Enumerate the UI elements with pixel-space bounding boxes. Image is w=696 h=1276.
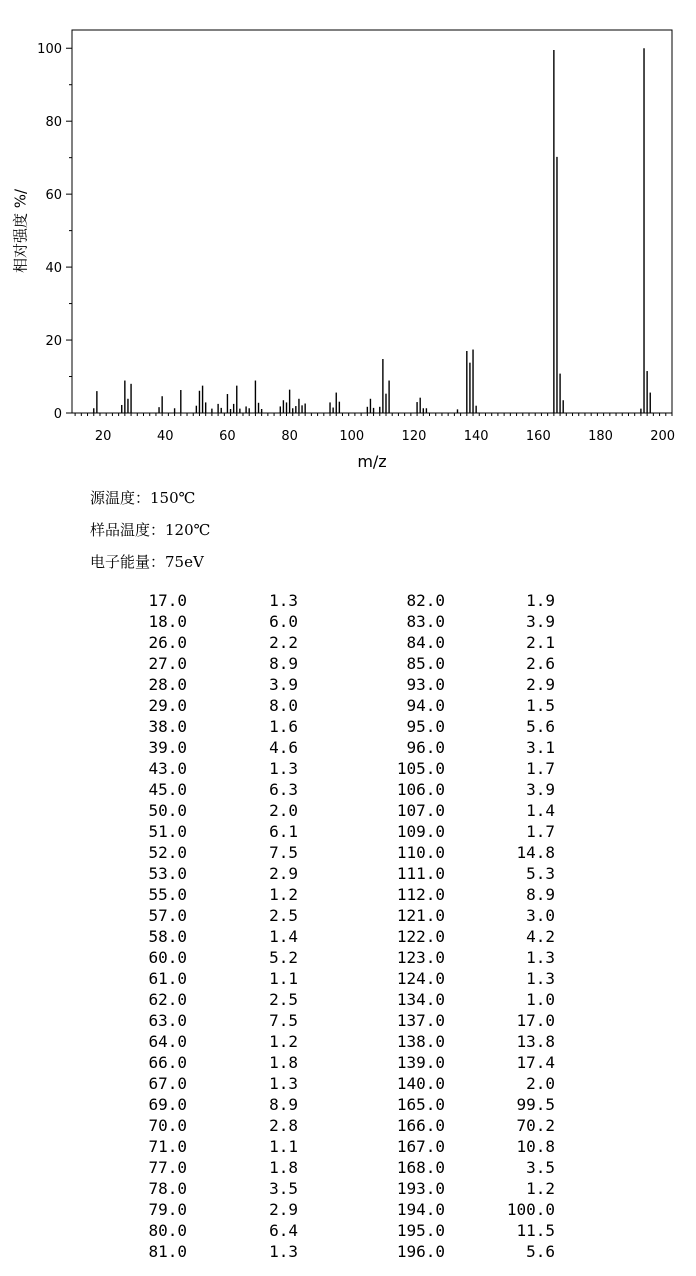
mz-right: 112.0 (396, 885, 445, 904)
mz-left: 77.0 (148, 1158, 187, 1177)
mz-left: 67.0 (148, 1074, 187, 1093)
intensity-left: 1.2 (269, 1032, 298, 1051)
table-row (0, 1032, 696, 1053)
intensity-left: 1.8 (269, 1158, 298, 1177)
intensity-left: 7.5 (269, 1011, 298, 1030)
mz-left: 26.0 (148, 633, 187, 652)
intensity-left: 4.6 (269, 738, 298, 757)
intensity-right: 99.5 (516, 1095, 555, 1114)
table-row (0, 612, 696, 633)
intensity-left: 3.9 (269, 675, 298, 694)
mz-right: 123.0 (396, 948, 445, 967)
intensity-left: 2.9 (269, 1200, 298, 1219)
mz-right: 105.0 (396, 759, 445, 778)
x-axis-label: m/z (357, 452, 387, 471)
mz-left: 45.0 (148, 780, 187, 799)
intensity-right: 3.9 (526, 780, 555, 799)
mz-left: 58.0 (148, 927, 187, 946)
mz-left: 81.0 (148, 1242, 187, 1261)
y-axis-label-text: 相对强度 %/ (11, 188, 30, 274)
mass-spectrum-chart (0, 0, 696, 480)
intensity-left: 3.5 (269, 1179, 298, 1198)
intensity-left: 2.0 (269, 801, 298, 820)
mz-right: 194.0 (396, 1200, 445, 1219)
mz-right: 109.0 (396, 822, 445, 841)
mz-right: 107.0 (396, 801, 445, 820)
mz-left: 38.0 (148, 717, 187, 736)
intensity-right: 70.2 (516, 1116, 555, 1135)
mz-left: 43.0 (148, 759, 187, 778)
table-row (0, 759, 696, 780)
y-tick-label: 20 (45, 334, 62, 350)
intensity-left: 1.3 (269, 759, 298, 778)
mz-right: 96.0 (406, 738, 445, 757)
intensity-left: 1.8 (269, 1053, 298, 1072)
x-tick-label: 60 (219, 429, 236, 444)
intensity-left: 8.9 (269, 1095, 298, 1114)
intensity-right: 1.3 (526, 948, 555, 967)
mz-left: 18.0 (148, 612, 187, 631)
intensity-left: 6.0 (269, 612, 298, 631)
table-row (0, 969, 696, 990)
intensity-left: 1.1 (269, 969, 298, 988)
table-row (0, 1095, 696, 1116)
intensity-left: 1.1 (269, 1137, 298, 1156)
intensity-left: 7.5 (269, 843, 298, 862)
y-axis (37, 42, 72, 422)
intensity-left: 2.5 (269, 990, 298, 1009)
table-row (0, 1158, 696, 1179)
mz-right: 94.0 (406, 696, 445, 715)
mz-right: 122.0 (396, 927, 445, 946)
mz-right: 111.0 (396, 864, 445, 883)
y-tick-label: 80 (45, 115, 62, 131)
intensity-right: 2.9 (526, 675, 555, 694)
intensity-right: 3.0 (526, 906, 555, 925)
intensity-right: 3.5 (526, 1158, 555, 1177)
table-row (0, 822, 696, 843)
intensity-left: 1.3 (269, 591, 298, 610)
intensity-right: 1.7 (526, 759, 555, 778)
y-tick-label: 0 (53, 407, 62, 422)
mz-left: 39.0 (148, 738, 187, 757)
table-row (0, 780, 696, 801)
mz-left: 63.0 (148, 1011, 187, 1030)
x-tick-label: 100 (339, 429, 365, 444)
table-row (0, 1200, 696, 1221)
intensity-right: 3.9 (526, 612, 555, 631)
mz-left: 29.0 (148, 696, 187, 715)
electron-energy: 电子能量：75eV (90, 553, 204, 571)
table-row (0, 990, 696, 1011)
intensity-left: 2.8 (269, 1116, 298, 1135)
table-row (0, 738, 696, 759)
intensity-right: 2.6 (526, 654, 555, 673)
table-row (0, 885, 696, 906)
x-tick-label: 80 (281, 429, 298, 444)
y-axis-label (12, 188, 30, 273)
mz-right: 95.0 (406, 717, 445, 736)
mz-left: 60.0 (148, 948, 187, 967)
x-tick-label: 160 (525, 429, 551, 444)
mz-right: 93.0 (406, 675, 445, 694)
table-row (0, 843, 696, 864)
x-tick-label: 140 (463, 429, 489, 444)
mz-right: 121.0 (396, 906, 445, 925)
intensity-right: 13.8 (516, 1032, 555, 1051)
mz-left: 80.0 (148, 1221, 187, 1240)
table-row (0, 696, 696, 717)
y-tick-label: 40 (45, 261, 62, 277)
mz-left: 50.0 (148, 801, 187, 820)
intensity-right: 2.1 (526, 633, 555, 652)
intensity-right: 1.5 (526, 696, 555, 715)
mz-right: 84.0 (406, 633, 445, 652)
table-row (0, 1011, 696, 1032)
intensity-right: 5.3 (526, 864, 555, 883)
mz-right: 85.0 (406, 654, 445, 673)
mz-right: 137.0 (396, 1011, 445, 1030)
table-row (0, 1179, 696, 1200)
table-row (0, 1116, 696, 1137)
intensity-right: 1.4 (526, 801, 555, 820)
mz-left: 28.0 (148, 675, 187, 694)
intensity-right: 3.1 (526, 738, 555, 757)
mz-left: 55.0 (148, 885, 187, 904)
table-row (0, 927, 696, 948)
mz-right: 193.0 (396, 1179, 445, 1198)
table-row (0, 864, 696, 885)
mz-right: 83.0 (406, 612, 445, 631)
table-row (0, 1053, 696, 1074)
sample-temperature: 样品温度：120℃ (90, 521, 211, 539)
mz-right: 110.0 (396, 843, 445, 862)
x-tick-label: 40 (156, 429, 174, 444)
intensity-left: 2.9 (269, 864, 298, 883)
intensity-right: 1.7 (526, 822, 555, 841)
mz-right: 134.0 (396, 990, 445, 1009)
mz-right: 168.0 (396, 1158, 445, 1177)
intensity-right: 8.9 (526, 885, 555, 904)
y-tick-label: 100 (37, 42, 62, 58)
table-row (0, 717, 696, 738)
mz-left: 69.0 (148, 1095, 187, 1114)
intensity-right: 1.2 (526, 1179, 555, 1198)
x-axis (75, 413, 675, 444)
table-row (0, 801, 696, 822)
mz-right: 195.0 (396, 1221, 445, 1240)
mz-left: 17.0 (148, 591, 187, 610)
x-tick-label: 180 (588, 429, 613, 444)
intensity-left: 2.2 (269, 633, 298, 652)
table-row (0, 1221, 696, 1242)
intensity-left: 6.1 (269, 822, 298, 841)
mz-left: 57.0 (148, 906, 187, 925)
mz-right: 166.0 (396, 1116, 445, 1135)
y-tick-label: 60 (45, 188, 62, 204)
mz-right: 139.0 (396, 1053, 445, 1072)
mz-left: 53.0 (148, 864, 187, 883)
intensity-left: 1.4 (269, 927, 298, 946)
mz-right: 167.0 (396, 1137, 445, 1156)
intensity-right: 5.6 (526, 717, 555, 736)
intensity-left: 8.0 (269, 696, 298, 715)
mz-left: 51.0 (148, 822, 187, 841)
intensity-left: 8.9 (269, 654, 298, 673)
table-row (0, 675, 696, 696)
table-row (0, 591, 696, 612)
peak-table (0, 591, 696, 1263)
plot-frame (72, 30, 672, 413)
intensity-left: 1.2 (269, 885, 298, 904)
intensity-left: 1.3 (269, 1242, 298, 1261)
table-row (0, 906, 696, 927)
mz-left: 71.0 (148, 1137, 187, 1156)
intensity-right: 100.0 (506, 1200, 555, 1219)
mz-left: 78.0 (148, 1179, 187, 1198)
mz-left: 66.0 (148, 1053, 187, 1072)
mz-left: 52.0 (148, 843, 187, 862)
intensity-right: 1.9 (526, 591, 555, 610)
mz-right: 82.0 (406, 591, 445, 610)
x-tick-label: 120 (401, 429, 427, 444)
intensity-left: 1.6 (269, 717, 298, 736)
peak-series (94, 48, 650, 413)
intensity-right: 17.0 (516, 1011, 555, 1030)
mz-left: 62.0 (148, 990, 187, 1009)
intensity-right: 1.0 (526, 990, 555, 1009)
table-row (0, 1242, 696, 1263)
x-tick-label: 20 (94, 429, 112, 444)
table-row (0, 654, 696, 675)
mz-left: 64.0 (148, 1032, 187, 1051)
mz-right: 106.0 (396, 780, 445, 799)
table-row (0, 1074, 696, 1095)
intensity-right: 10.8 (516, 1137, 555, 1156)
intensity-right: 1.3 (526, 969, 555, 988)
mz-left: 27.0 (148, 654, 187, 673)
intensity-right: 14.8 (516, 843, 555, 862)
mz-left: 79.0 (148, 1200, 187, 1219)
mz-right: 165.0 (396, 1095, 445, 1114)
intensity-right: 5.6 (526, 1242, 555, 1261)
intensity-right: 4.2 (526, 927, 555, 946)
mz-right: 124.0 (396, 969, 445, 988)
table-row (0, 1137, 696, 1158)
intensity-right: 11.5 (516, 1221, 555, 1240)
intensity-right: 17.4 (516, 1053, 555, 1072)
mz-left: 61.0 (148, 969, 187, 988)
mz-right: 196.0 (396, 1242, 445, 1261)
intensity-right: 2.0 (526, 1074, 555, 1093)
intensity-left: 1.3 (269, 1074, 298, 1093)
table-row (0, 948, 696, 969)
intensity-left: 6.3 (269, 780, 298, 799)
mz-right: 140.0 (396, 1074, 445, 1093)
x-tick-label: 200 (650, 429, 676, 444)
intensity-left: 5.2 (269, 948, 298, 967)
intensity-left: 2.5 (269, 906, 298, 925)
mz-right: 138.0 (396, 1032, 445, 1051)
table-row (0, 633, 696, 654)
intensity-left: 6.4 (269, 1221, 298, 1240)
source-temperature: 源温度：150℃ (90, 489, 196, 507)
mz-left: 70.0 (148, 1116, 187, 1135)
